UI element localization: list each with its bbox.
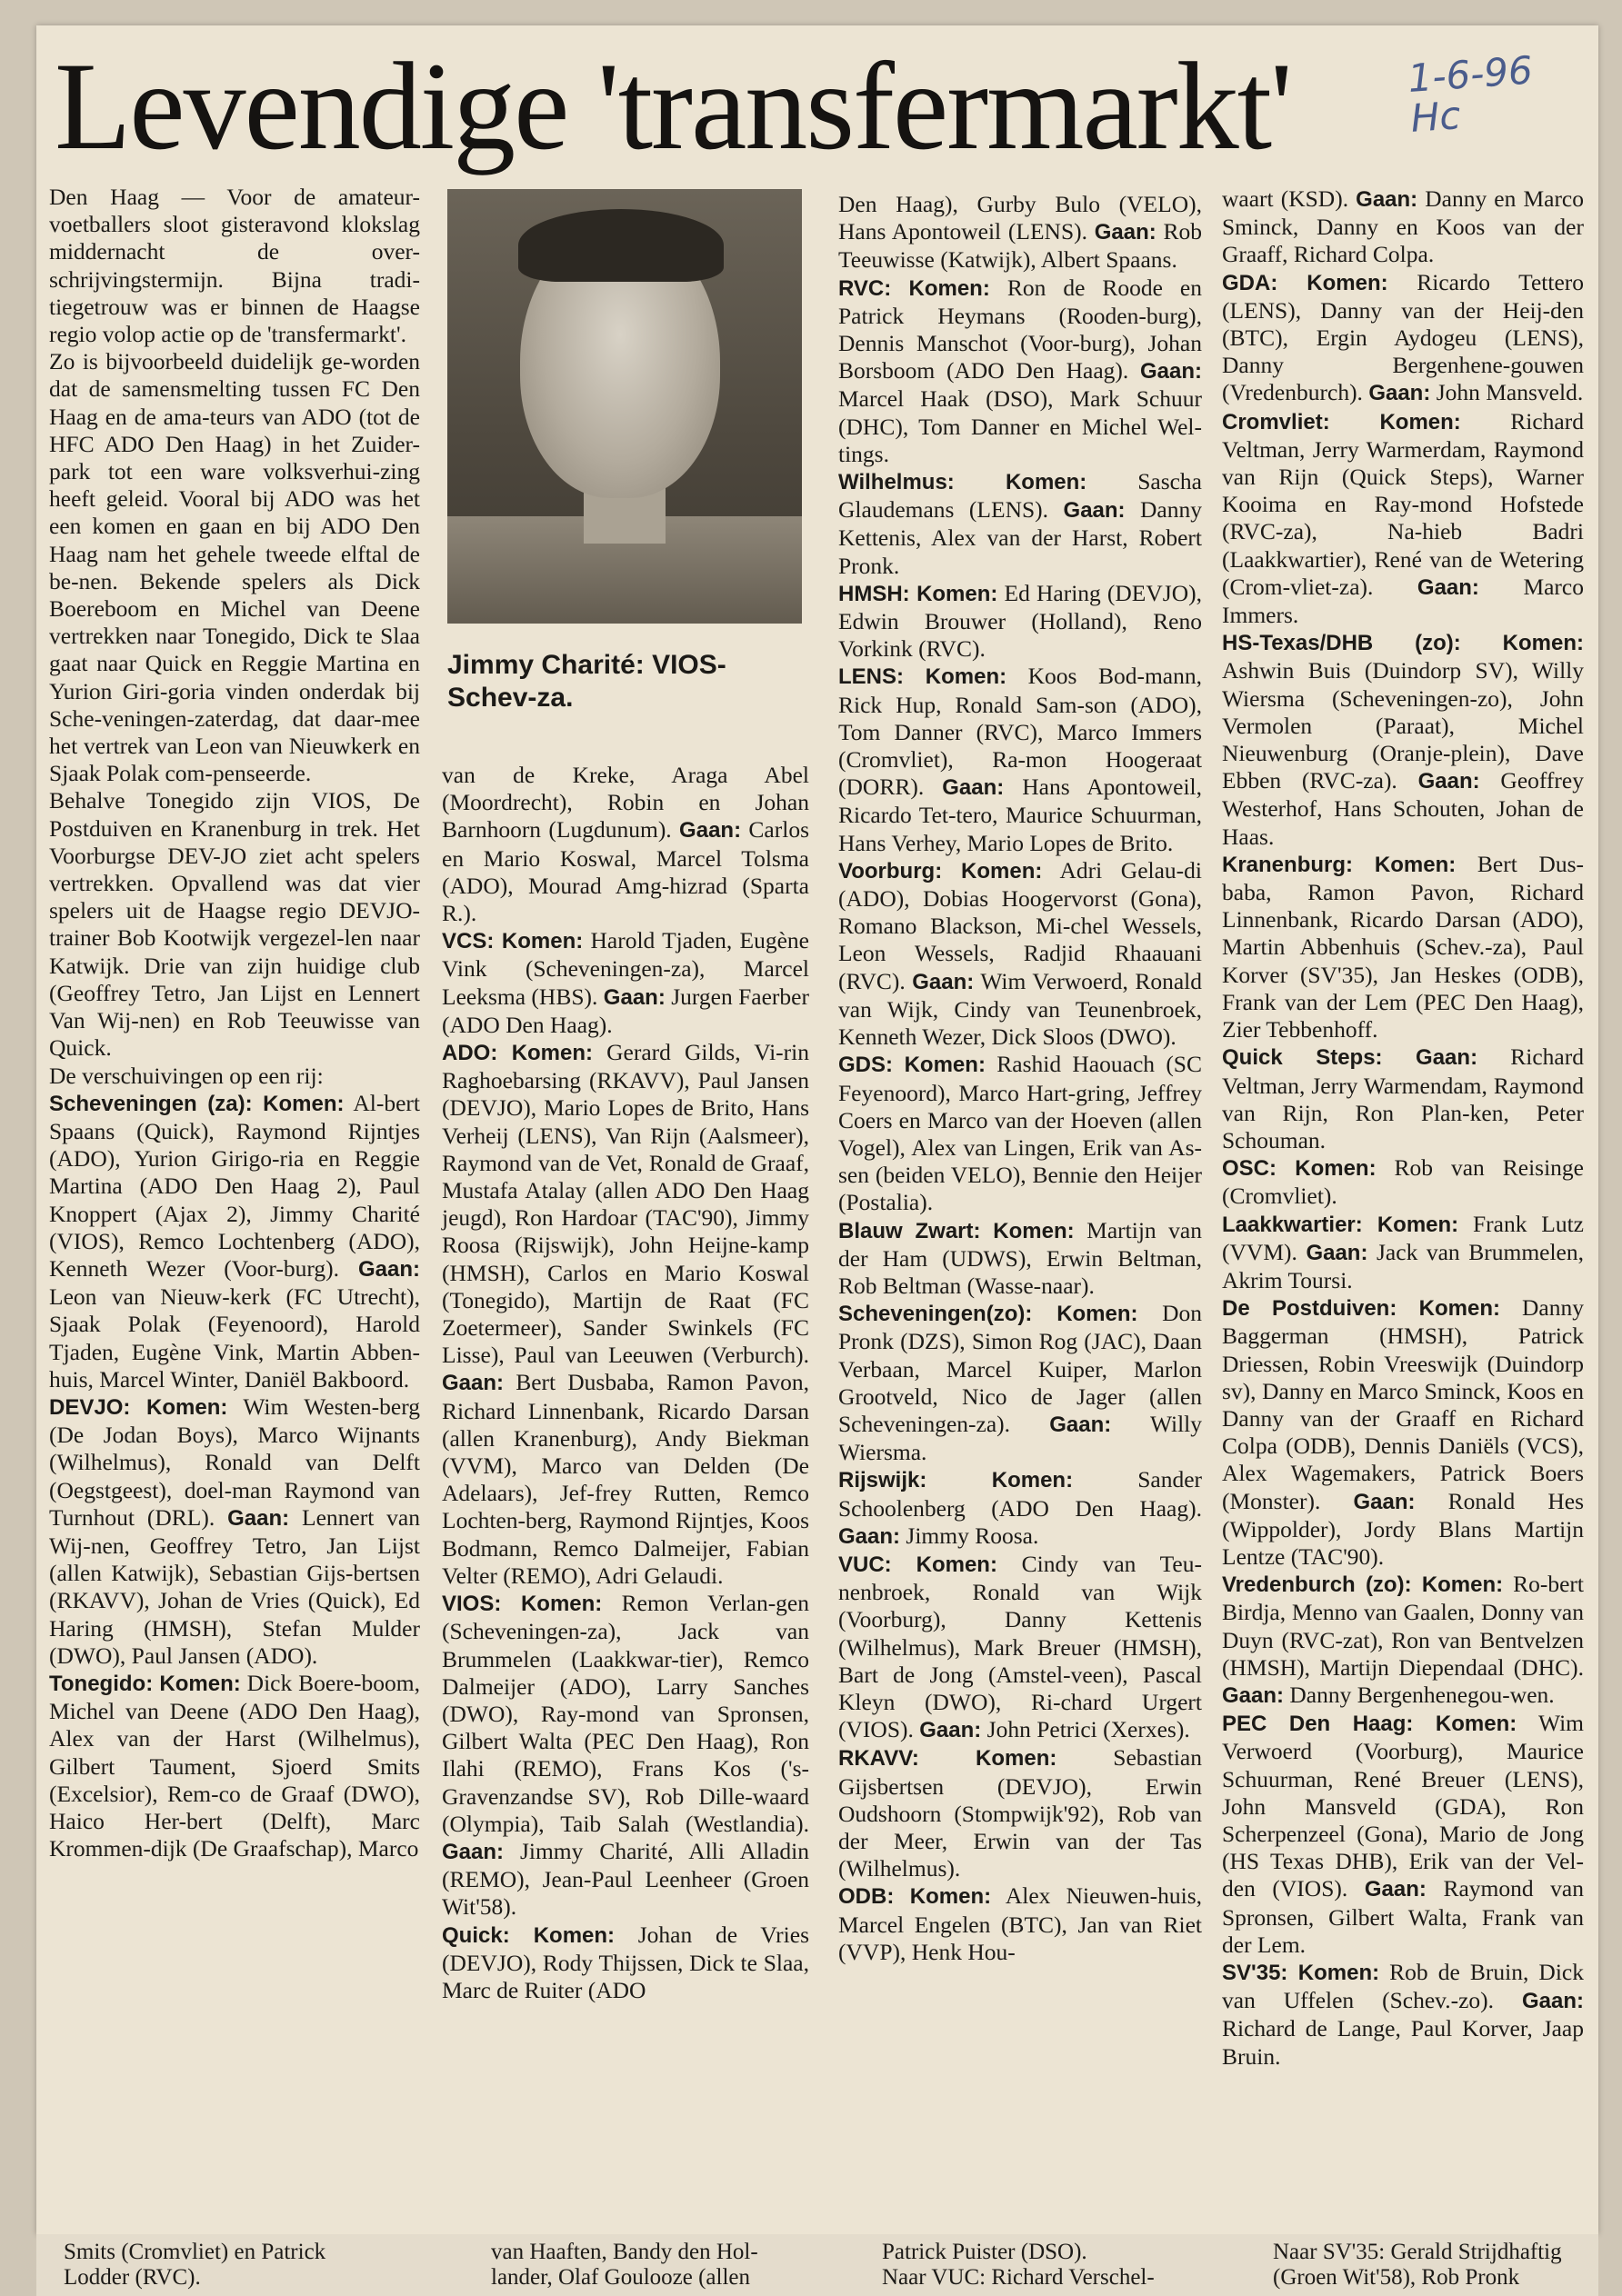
strip-text: (Groen Wit'58), Rob Pronk [1273, 2265, 1520, 2290]
incoming-players: Frank Lutz (VVM). [1222, 1210, 1584, 1265]
outgoing-players: Bert Dusbaba, Ramon Pavon, Richard Linnenbank, Ricardo Darsan (allen Kranenburg), Andy Biekman (VVM), Marco van Delden (De Adelaars), Jef-frey Rutten, Remco Lochten-berg, Raymond Rijntjes, Koos Bodmann, Remco Dalmeijer, Fabian Velter (REMO), Adri Gelaudi. [442, 1369, 809, 1589]
incoming-players: Rob de Bruin, Dick van Uffelen (Schev.-zo). [1222, 1959, 1584, 2014]
club-transfer-block [1222, 1211, 1584, 1295]
club-transfer-block [838, 191, 1202, 275]
gaan-label: Gaan: [442, 1371, 505, 1396]
headline: Levendige 'transfermarkt' [55, 36, 1291, 175]
club-heading: VUC: Komen: [838, 1552, 997, 1577]
incoming-players: Ron de Roode en Patrick Heymans (Rooden-burg), Dennis Manschot (Voor-burg), Johan Borsboom (ADO Den Haag). [838, 274, 1202, 384]
club-heading: Quick Steps: Gaan: [1222, 1045, 1478, 1071]
club-heading: HMSH: Komen: [838, 581, 998, 606]
club-heading: Blauw Zwart: Komen: [838, 1218, 1075, 1243]
handwritten-date-note: 1-6-96 Hc [1406, 47, 1535, 141]
incoming-players: Den Haag), Gurby Bulo (VELO), Hans Apontoweil (LENS). [838, 191, 1202, 245]
club-transfer-block [838, 580, 1202, 664]
incoming-players: Johan de Vries (DEVJO), Rody Thijssen, Dick te Slaa, Marc de Ruiter (ADO [442, 1921, 809, 2003]
club-transfer-block [442, 762, 809, 927]
incoming-players: Sascha Glaudemans (LENS). [838, 468, 1203, 524]
outgoing-players: Ronald Hes (Wippolder), Jordy Blans Martijn Lentze (TAC'90). [1222, 1487, 1585, 1570]
club-heading: Cromvliet: Komen: [1222, 409, 1461, 434]
incoming-players: Adri Gelau-di (ADO), Dobias Hoogervorst (Gona), Romano Blackson, Mi-chel Wessels, Leon Wessels, Radjid Rhaauani (RVC). [838, 856, 1202, 994]
outgoing-players: Geoffrey Westerhof, Hans Schouten, Johan de Haas. [1222, 767, 1584, 850]
club-transfer-block [838, 1466, 1202, 1551]
club-heading: Wilhelmus: Komen: [838, 470, 1087, 495]
newspaper-clipping [36, 25, 1598, 2234]
club-heading: Kranenburg: Komen: [1222, 852, 1457, 877]
incoming-players: Don Pronk (DZS), Simon Rog (JAC), Daan Verbaan, Marcel Kuiper, Marlon Grootveld, Nico de Jager (allen Scheveningen-za). [838, 1300, 1202, 1437]
club-heading: GDS: Komen: [838, 1053, 986, 1078]
incoming-players: Ro-bert Birdja, Menno van Gaalen, Donny van Duyn (RVC-zat), Ron van Bentvelzen (HMSH), Martijn Diependaal (DHC). [1222, 1571, 1584, 1681]
incoming-players: Sebastian Gijsbertsen (DEVJO), Erwin Oudshoorn (Stompwijk'92), Rob van der Meer, Erwin van der Tas (Wilhelmus). [838, 1744, 1202, 1882]
gaan-label: Gaan: [942, 775, 1005, 801]
incoming-players: waart (KSD). [1222, 185, 1349, 212]
gaan-label: Gaan: [1063, 498, 1126, 524]
club-transfer-block [49, 1090, 420, 1393]
outgoing-players: Danny en Marco Sminck, Danny en Koos van der Graaff, Richard Colpa. [1222, 185, 1584, 268]
club-heading: Voorburg: Komen: [838, 858, 1043, 883]
paragraph-4: De verschuivingen op een rij: [49, 1062, 324, 1089]
gaan-label: Gaan: [1417, 574, 1479, 600]
club-heading: GDA: Komen: [1222, 270, 1388, 295]
strip-text: Lodder (RVC). [64, 2265, 201, 2290]
club-heading: SV'35: Komen: [1222, 1961, 1380, 1985]
club-transfer-block [838, 1551, 1202, 1744]
club-transfer-block [838, 1882, 1202, 1966]
club-heading: RKAVV: Komen: [838, 1746, 1057, 1772]
outgoing-players: John Petrici (Xerxes). [981, 1716, 1190, 1743]
strip-text: Smits (Cromvliet) en Patrick [64, 2240, 326, 2264]
outgoing-players: Raymond van Spronsen, Gilbert Walta, Frank van der Lem. [1222, 1875, 1584, 1958]
strip-text: Naar VUC: Richard Verschel- [882, 2265, 1155, 2290]
incoming-players: Wim Westen-berg (De Jodan Boys), Marco Wijnants (Wilhelmus), Ronald van Delft (Oegstgeest), doel-man Raymond van Turnhout (DRL). [49, 1393, 420, 1531]
club-transfer-block [49, 1670, 420, 1862]
gaan-label: Gaan: [1368, 381, 1431, 406]
gaan-label: Gaan: [1364, 1877, 1427, 1902]
outgoing-players: Carlos en Mario Koswal, Marcel Tolsma (ADO), Mourad Amg-hizrad (Sparta R.). [442, 816, 809, 927]
gaan-label: Gaan: [838, 1523, 901, 1549]
club-transfer-block [1222, 1154, 1584, 1210]
incoming-players: Danny Baggerman (HMSH), Patrick Driessen, Robin Vreeswijk (Duindorp sv), Danny en Marco Sminck, Koos en Danny van der Graaff en Richard Colpa (ODB), Dennis Daniëls (VCS), Alex Wagemakers, Patrick Boers (Monster). [1222, 1294, 1584, 1514]
club-heading: OSC: Komen: [1222, 1156, 1377, 1182]
gaan-label: Gaan: [1417, 769, 1480, 794]
club-transfer-block [442, 1922, 809, 2005]
gaan-label: Gaan: [1353, 1489, 1416, 1514]
outgoing-players: Leon van Nieuw-kerk (FC Utrecht), Sjaak Polak (Feyenoord), Harold Tjaden, Eugène Vink, Martin Abben-huis, Marcel Winter, Daniël Bakboord. [49, 1283, 420, 1393]
outgoing-players: Jimmy Charité, Alli Alladin (REMO), Jean-Paul Leenheer (Groen Wit'58). [442, 1837, 809, 1921]
gaan-label: Gaan: [1094, 220, 1156, 245]
club-transfer-block [1222, 269, 1584, 408]
next-clipping-strip [36, 2234, 1598, 2296]
club-transfer-block [1222, 629, 1584, 851]
incoming-players: Harold Tjaden, Eugène Vink (Scheveningen-za), Marcel Leeksma (HBS). [442, 927, 810, 1010]
club-transfer-block [838, 275, 1202, 468]
outgoing-players: Jimmy Roosa. [900, 1522, 1039, 1549]
club-heading: VIOS: Komen: [442, 1592, 603, 1617]
club-transfer-block [442, 1039, 809, 1590]
club-heading: Tonegido: Komen: [49, 1671, 241, 1696]
gaan-label: Gaan: [1522, 1989, 1585, 2014]
incoming-players: Cindy van Teu-nenbroek, Ronald van Wijk (Voorburg), Danny Kettenis (Wilhelmus), Mark Breuer (HMSH), Bart de Jong (Amstel-veen), Pascal Kleyn (DWO), Ri-chard Urgert (VIOS). [838, 1550, 1202, 1743]
club-heading: ADO: Komen: [442, 1041, 594, 1066]
club-transfer-block [49, 1393, 420, 1670]
incoming-players: Koos Bod-mann, Rick Hup, Ronald Sam-son (ADO), Tom Danner (RVC), Marco Immers (Cromvliet), Ra-mon Hoogeraat (DORR). [838, 663, 1202, 801]
club-heading: Scheveningen (za): Komen: [49, 1091, 345, 1116]
club-transfer-block [1222, 1294, 1584, 1571]
intro-paragraph: Den Haag — Voor de amateur-voetballers sloot gisteravond klokslag middernacht de over-schrijvingstermijn. Bijna tradi-tiegetrouw was er binnen de Haagse regio volop actie op de 'transfermarkt'. [49, 184, 420, 348]
incoming-players: Gerard Gilds, Vi-rin Raghoebarsing (RKAVV), Paul Jansen (DEVJO), Mario Lopes de Brito, Hans Verheij (LENS), Van Rijn (Aalsmeer), Raymond van de Vet, Ronald de Graaf, Mustafa Atalay (allen ADO Den Haag jeugd), Ron Hardoar (TAC'90), Jimmy Roosa (Rijswijk), John Heijne-kamp (HMSH), Carlos en Mario Koswal (Tonegido), Martijn de Raat (FC Zoetermeer), Sander Swinkels (FC Lisse), Paul van Leeuwen (Verburch). [442, 1039, 809, 1369]
club-heading: Rijswijk: Komen: [838, 1468, 1074, 1493]
club-heading: DEVJO: Komen: [49, 1394, 228, 1420]
gaan-label: Gaan: [1306, 1240, 1368, 1265]
outgoing-players: Rob Teeuwisse (Katwijk), Albert Spaans. [838, 218, 1203, 274]
club-heading: VCS: Komen: [442, 929, 584, 954]
club-transfer-block [838, 1051, 1202, 1216]
incoming-players: Richard Veltman, Jerry Warmendam, Raymond van Rijn, Ron Plan-ken, Peter Schouman. [1222, 1043, 1584, 1153]
club-transfer-block [1222, 1959, 1584, 2071]
incoming-players: Alex Nieuwen-huis, Marcel Engelen (BTC), Jan van Riet (VVP), Henk Hou- [838, 1882, 1202, 1965]
photo-caption: Jimmy Charité: VIOS-Schev-za. [447, 650, 726, 713]
incoming-players: Bert Dus-baba, Ramon Pavon, Richard Linnenbank, Ricardo Darsan (ADO), Martin Abbenhuis (Schev.-za), Paul Korver (SV'35), Jan Heskes (ODB), Frank van der Lem (PEC Den Haag), Zier Tebbenhoff. [1222, 850, 1585, 1043]
club-transfer-block [1222, 185, 1584, 269]
column-3 [838, 191, 1202, 1966]
club-transfer-block [838, 468, 1202, 580]
club-transfer-block [838, 1300, 1202, 1466]
gaan-label: Gaan: [227, 1505, 290, 1531]
outgoing-players: Danny Kettenis, Alex van der Harst, Robert Pronk. [838, 496, 1203, 579]
gaan-label: Gaan: [442, 1839, 505, 1864]
club-transfer-block [838, 1217, 1202, 1301]
outgoing-players: Jurgen Faerber (ADO Den Haag). [442, 983, 809, 1038]
outgoing-players: Marco Immers. [1222, 573, 1584, 629]
club-heading: Vredenburch (zo): Komen: [1222, 1572, 1504, 1598]
column-4 [1222, 185, 1584, 2071]
paragraph-2: Zo is bijvoorbeeld duidelijk ge-worden dat de samensmelting tussen FC Den Haag en de ama-teurs van ADO (tot de HFC ADO Den Haag) in het Zuider-park tot een ware volksverhui-zing heeft geleid. Vooral bij ADO was het een komen en gaan en bij ADO Den Haag nam het gehele tweede elftal de be-nen. Bekende spelers als Dick Boereboom en Michel van Deene vertrekken naar Tonegido, Dick te Slaa gaat naar Quick en Reggie Martina en Yurion Giri-goria vinden onderdak bij Sche-veningen-zaterdag, dat daar-mee het vertrek van Leon van Nieuwkerk en Sjaak Polak com-penseerde. [49, 348, 420, 787]
club-transfer-block [838, 663, 1202, 856]
incoming-players: Martijn van der Ham (UDWS), Erwin Beltman, Rob Beltman (Wasse-naar). [838, 1216, 1202, 1299]
gaan-label: Gaan: [1140, 359, 1203, 384]
club-transfer-block [1222, 1043, 1584, 1154]
incoming-players: Al-bert Spaans (Quick), Raymond Rijntjes (ADO), Yurion Girigo-ria en Reggie Martina (ADO Den Haag 2), Paul Knoppert (Ajax 2), Jimmy Charité (VIOS), Remco Lochtenberg (ADO), Kenneth Wezer (Voor-burg). [49, 1089, 420, 1282]
strip-text: Patrick Puister (DSO). [882, 2240, 1087, 2264]
column-2 [442, 762, 809, 2004]
gaan-label: Gaan: [1356, 187, 1418, 212]
incoming-players: Rob van Reisinge (Cromvliet). [1222, 1154, 1584, 1210]
incoming-players: Rashid Haouach (SC Feyenoord), Marco Hart-gring, Jeffrey Coers en Marco van der Hoeven (allen Vogel), Alex van Lingen, Erik van As-sen (beiden VELO), Bennie den Heijer (Postalia). [838, 1051, 1202, 1216]
column-1 [49, 184, 420, 1862]
outgoing-players: Richard de Lange, Paul Korver, Jaap Bruin. [1222, 2015, 1584, 2070]
club-heading: LENS: Komen: [838, 664, 1007, 690]
club-heading: ODB: Komen: [838, 1884, 992, 1910]
club-heading: De Postduiven: Komen: [1222, 1296, 1500, 1322]
club-transfer-block [1222, 1710, 1584, 1959]
gaan-label: Gaan: [1222, 1682, 1285, 1708]
club-transfer-block [838, 1744, 1202, 1882]
outgoing-players: Lennert van Wij-nen, Geoffrey Tetro, Jan Lijst (allen Katwijk), Sebastian Gijs-bertsen (RKAVV), Johan de Vries (Quick), Ed Haring (HMSH), Stefan Mulder (DWO), Paul Jansen (ADO). [49, 1503, 420, 1669]
club-transfer-block [1222, 1571, 1584, 1710]
outgoing-players: John Mansveld. [1430, 379, 1584, 406]
player-photo [447, 189, 802, 624]
gaan-label: Gaan: [679, 818, 742, 844]
outgoing-players: Hans Apontoweil, Ricardo Tet-tero, Maurice Schuurman, Hans Verhey, Mario Lopes de Brito. [838, 774, 1203, 856]
incoming-players: Ashwin Buis (Duindorp SV), Willy Wiersma (Scheveningen-zo), John Vermolen (Paraat), Michel Nieuwenburg (Oranje-plein), Dave Ebben (RVC-za). [1222, 657, 1584, 794]
incoming-players: Richard Veltman, Jerry Warmerdam, Raymond van Rijn (Quick Steps), Warner Kooima en Ray-mond Hofstede (RVC-za), Na-hieb Badri (Laakkwartier), René van de Wetering (Crom-vliet-za). [1222, 407, 1584, 600]
outgoing-players: Willy Wiersma. [838, 1410, 1202, 1466]
gaan-label: Gaan: [912, 969, 975, 994]
gaan-label: Gaan: [358, 1256, 421, 1282]
outgoing-players: Danny Bergenhenegou-wen. [1284, 1681, 1555, 1708]
incoming-players: Sander Schoolenberg (ADO Den Haag). [838, 1466, 1203, 1522]
club-heading: Quick: Komen: [442, 1922, 616, 1948]
outgoing-players: Marcel Haak (DSO), Mark Schuur (DHC), Tom Danner en Michel Wel-tings. [838, 385, 1202, 467]
incoming-players: Dick Boere-boom, Michel van Deene (ADO Den Haag), Alex van der Harst (Wilhelmus), Gilbert Taument, Sjoerd Smits (Excelsior), Rem-co de Graaf (DWO), Haico Her-bert (Delft), Marc Krommen-dijk (De Graafschap), Marco [49, 1669, 421, 1862]
paragraph-3: Behalve Tonegido zijn VIOS, De Postduiven en Kranenburg in trek. Het Voorburgse DEV-JO ziet acht spelers vertrekken. Opvallend was dat vier spelers uit de Haagse regio DEVJO-trainer Bob Kootwijk vergezel-len naar Katwijk. Drie van zijn huidige club (Geoffrey Tetro, Jan Lijst en Lennert Van Wij-nen) en Rob Teeuwisse van Quick. [49, 787, 420, 1062]
club-heading: Scheveningen(zo): Komen: [838, 1302, 1138, 1327]
gaan-label: Gaan: [919, 1718, 982, 1743]
gaan-label: Gaan: [603, 984, 666, 1010]
incoming-players: Wim Verwoerd (Voorburg), Maurice Schuurman, René Breuer (LENS), John Mansveld (GDA), Ron Scherpenzeel (Gona), Mario de Jong (HS Texas DHB), Erik van der Vel-den (VIOS). [1222, 1710, 1584, 1902]
club-transfer-block [1222, 408, 1584, 630]
club-heading: RVC: Komen: [838, 275, 990, 301]
incoming-players: van de Kreke, Araga Abel (Moordrecht), Robin en Johan Barnhoorn (Lugdunum). [442, 762, 809, 844]
strip-text: van Haaften, Bandy den Hol- [491, 2240, 758, 2264]
strip-text: lander, Olaf Goulooze (allen [491, 2265, 750, 2290]
incoming-players: Remon Verlan-gen (Scheveningen-za), Jack van Brummelen (Laakkwar-tier), Remco Dalmeijer (ADO), Larry Sanches (DWO), Ray-mond van Spronsen, Gilbert Walta (PEC Den Haag), Ron Ilahi (REMO), Frans Kos ('s-Gravenzandse SV), Rob Dille-waard (Olympia), Taib Salah (Westlandia). [442, 1590, 810, 1837]
club-transfer-block [442, 1590, 809, 1921]
club-heading: PEC Den Haag: Komen: [1222, 1712, 1517, 1737]
club-transfer-block [838, 857, 1202, 1051]
incoming-players: Ricardo Tettero (LENS), Danny van der Heij-den (BTC), Ergin Aydogeu (LENS), Danny Bergenhene-gouwen (Vredenburch). [1222, 268, 1585, 406]
club-transfer-block [442, 927, 809, 1039]
club-heading: HS-Texas/DHB (zo): Komen: [1222, 631, 1584, 656]
incoming-players: Ed Haring (DEVJO), Edwin Brouwer (Holland), Reno Vorkink (RVC). [838, 579, 1202, 663]
outgoing-players: Wim Verwoerd, Ronald van Wijk, Cindy van Teunenbroek, Kenneth Wezer, Dick Sloos (DWO). [838, 967, 1202, 1051]
club-heading: Laakkwartier: Komen: [1222, 1212, 1459, 1237]
outgoing-players: Jack van Brummelen, Akrim Toursi. [1222, 1238, 1584, 1293]
strip-text: Naar SV'35: Gerald Strijdhaftig [1273, 2240, 1562, 2264]
club-transfer-block [1222, 851, 1584, 1043]
gaan-label: Gaan: [1049, 1412, 1112, 1437]
